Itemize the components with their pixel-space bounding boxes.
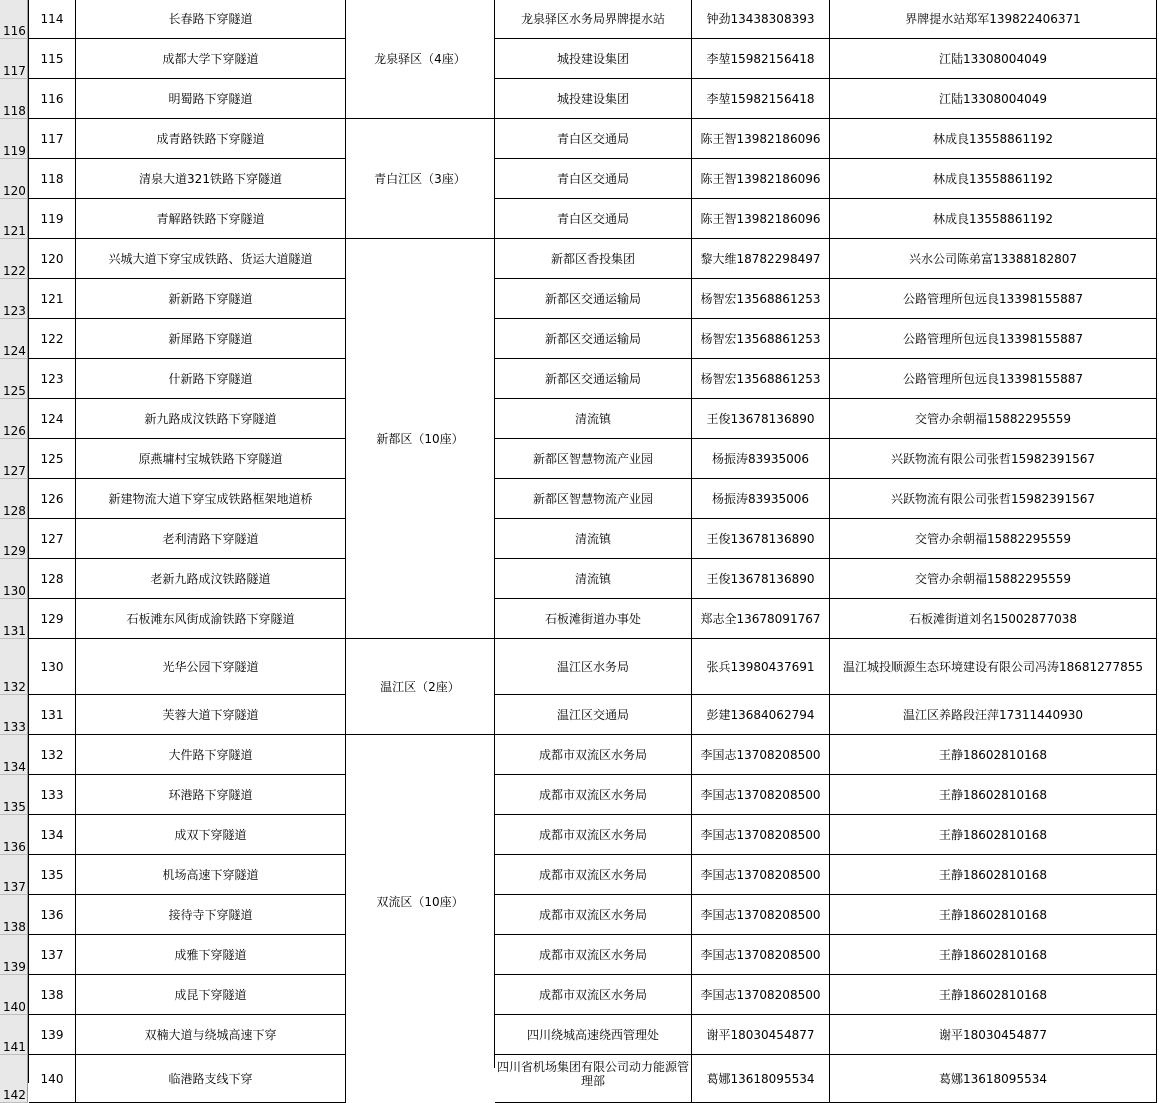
cell-contact[interactable]: 王俊13678136890 <box>692 399 830 439</box>
cell-no[interactable]: 126 <box>29 479 76 519</box>
cell-duty[interactable]: 兴水公司陈弟富13388182807 <box>830 239 1157 279</box>
cell-unit[interactable]: 新都区交通运输局 <box>495 279 692 319</box>
cell-unit[interactable]: 温江区交通局 <box>495 695 692 735</box>
cell-district[interactable]: 温江区（2座） <box>346 639 495 735</box>
row-number: 134 <box>3 760 26 774</box>
cell-no[interactable]: 120 <box>29 239 76 279</box>
row-header[interactable] <box>0 695 28 735</box>
cell-contact[interactable]: 杨振涛83935006 <box>692 479 830 519</box>
cell-name[interactable]: 新九路成汶铁路下穿隧道 <box>76 399 346 439</box>
cell-unit[interactable]: 清流镇 <box>495 559 692 599</box>
cell-unit[interactable]: 新都区智慧物流产业园 <box>495 439 692 479</box>
cell-no[interactable]: 140 <box>29 1055 76 1103</box>
cell-unit[interactable]: 石板滩街道办事处 <box>495 599 692 639</box>
row-header[interactable] <box>0 479 28 519</box>
cell-duty[interactable]: 兴跃物流有限公司张哲15982391567 <box>830 479 1157 519</box>
cell-unit[interactable]: 青白区交通局 <box>495 119 692 159</box>
cell-contact[interactable]: 李国志13708208500 <box>692 775 830 815</box>
cell-name[interactable]: 老新九路成汶铁路隧道 <box>76 559 346 599</box>
cell-contact[interactable]: 王俊13678136890 <box>692 559 830 599</box>
row-header[interactable] <box>0 1055 28 1103</box>
cell-district[interactable]: 龙泉驿区（4座） <box>346 0 495 119</box>
row-header[interactable] <box>0 319 28 359</box>
cell-unit[interactable]: 温江区水务局 <box>495 639 692 695</box>
cell-duty[interactable]: 交管办余朝福15882295559 <box>830 519 1157 559</box>
row-header[interactable] <box>0 559 28 599</box>
cell-contact[interactable]: 杨智宏13568861253 <box>692 359 830 399</box>
cell-name[interactable]: 大件路下穿隧道 <box>76 735 346 775</box>
cell-no[interactable]: 133 <box>29 775 76 815</box>
cell-duty[interactable]: 王静18602810168 <box>830 975 1157 1015</box>
row-header[interactable] <box>0 935 28 975</box>
cell-unit[interactable]: 新都区交通运输局 <box>495 319 692 359</box>
row-header[interactable] <box>0 439 28 479</box>
row-number: 122 <box>3 264 26 278</box>
cell-duty[interactable]: 林成良13558861192 <box>830 119 1157 159</box>
cell-unit[interactable]: 城投建设集团 <box>495 39 692 79</box>
row-header[interactable] <box>0 79 28 119</box>
cell-duty[interactable]: 江陆13308004049 <box>830 39 1157 79</box>
cell-name[interactable]: 临港路支线下穿 <box>76 1055 346 1103</box>
row-header[interactable] <box>0 39 28 79</box>
cell-no[interactable]: 119 <box>29 199 76 239</box>
cell-no[interactable]: 135 <box>29 855 76 895</box>
cell-no[interactable]: 132 <box>29 735 76 775</box>
cell-no[interactable]: 139 <box>29 1015 76 1055</box>
cell-unit[interactable]: 成都市双流区水务局 <box>495 895 692 935</box>
cell-contact[interactable]: 陈王智13982186096 <box>692 159 830 199</box>
cell-name[interactable]: 成都大学下穿隧道 <box>76 39 346 79</box>
cell-name[interactable]: 什新路下穿隧道 <box>76 359 346 399</box>
cell-duty[interactable]: 王静18602810168 <box>830 815 1157 855</box>
cell-unit[interactable]: 清流镇 <box>495 519 692 559</box>
cell-no[interactable]: 118 <box>29 159 76 199</box>
cell-name[interactable]: 接待寺下穿隧道 <box>76 895 346 935</box>
cell-duty[interactable]: 王静18602810168 <box>830 735 1157 775</box>
row-header[interactable] <box>0 775 28 815</box>
cell-unit[interactable]: 城投建设集团 <box>495 79 692 119</box>
row-header[interactable] <box>0 399 28 439</box>
row-number: 128 <box>3 504 26 518</box>
row-number: 133 <box>3 720 26 734</box>
cell-name[interactable]: 环港路下穿隧道 <box>76 775 346 815</box>
row-number: 125 <box>3 384 26 398</box>
cell-unit[interactable]: 新都区交通运输局 <box>495 359 692 399</box>
cell-unit[interactable]: 青白区交通局 <box>495 199 692 239</box>
row-number: 117 <box>3 64 26 78</box>
cell-unit[interactable]: 成都市双流区水务局 <box>495 775 692 815</box>
row-number: 118 <box>3 104 26 118</box>
cell-unit[interactable]: 新都区香投集团 <box>495 239 692 279</box>
cell-duty[interactable]: 王静18602810168 <box>830 895 1157 935</box>
row-number: 119 <box>3 144 26 158</box>
cell-name[interactable]: 新犀路下穿隧道 <box>76 319 346 359</box>
cell-name[interactable]: 成青路铁路下穿隧道 <box>76 119 346 159</box>
cell-name[interactable]: 清泉大道321铁路下穿隧道 <box>76 159 346 199</box>
cell-no[interactable]: 137 <box>29 935 76 975</box>
cell-name[interactable]: 原燕墉村宝城铁路下穿隧道 <box>76 439 346 479</box>
cell-name[interactable]: 双楠大道与绕城高速下穿 <box>76 1015 346 1055</box>
cell-duty[interactable]: 公路管理所包远良13398155887 <box>830 319 1157 359</box>
cell-contact[interactable]: 李堃15982156418 <box>692 79 830 119</box>
cell-no[interactable]: 116 <box>29 79 76 119</box>
row-header[interactable] <box>0 599 28 639</box>
cell-no[interactable]: 122 <box>29 319 76 359</box>
row-header[interactable] <box>0 735 28 775</box>
row-number: 126 <box>3 424 26 438</box>
cell-duty[interactable]: 兴跃物流有限公司张哲15982391567 <box>830 439 1157 479</box>
row-number: 132 <box>3 680 26 694</box>
cell-unit[interactable]: 成都市双流区水务局 <box>495 735 692 775</box>
cell-unit[interactable]: 新都区智慧物流产业园 <box>495 479 692 519</box>
cell-unit[interactable]: 清流镇 <box>495 399 692 439</box>
cell-no[interactable]: 121 <box>29 279 76 319</box>
cell-duty[interactable]: 公路管理所包远良13398155887 <box>830 359 1157 399</box>
row-header[interactable] <box>0 815 28 855</box>
cell-duty[interactable]: 王静18602810168 <box>830 935 1157 975</box>
row-number: 116 <box>3 24 26 38</box>
cell-no[interactable]: 136 <box>29 895 76 935</box>
cell-contact[interactable]: 谢平18030454877 <box>692 1015 830 1055</box>
cell-contact[interactable]: 郑志全13678091767 <box>692 599 830 639</box>
cell-unit[interactable]: 青白区交通局 <box>495 159 692 199</box>
cell-duty[interactable]: 林成良13558861192 <box>830 199 1157 239</box>
row-number: 138 <box>3 920 26 934</box>
row-number: 135 <box>3 800 26 814</box>
cell-contact[interactable]: 李国志13708208500 <box>692 815 830 855</box>
cell-duty[interactable]: 江陆13308004049 <box>830 79 1157 119</box>
row-number: 127 <box>3 464 26 478</box>
cell-name[interactable]: 成昆下穿隧道 <box>76 975 346 1015</box>
cell-no[interactable]: 125 <box>29 439 76 479</box>
cell-district[interactable]: 双流区（10座） <box>346 735 495 1068</box>
row-number: 140 <box>3 1000 26 1014</box>
cell-name[interactable]: 芙蓉大道下穿隧道 <box>76 695 346 735</box>
row-header[interactable] <box>0 519 28 559</box>
cell-unit[interactable]: 成都市双流区水务局 <box>495 855 692 895</box>
row-number: 130 <box>3 584 26 598</box>
cell-duty[interactable]: 谢平18030454877 <box>830 1015 1157 1055</box>
cell-no[interactable]: 134 <box>29 815 76 855</box>
cell-name[interactable]: 新新路下穿隧道 <box>76 279 346 319</box>
cell-contact[interactable]: 陈王智13982186096 <box>692 199 830 239</box>
row-number: 141 <box>3 1040 26 1054</box>
row-header[interactable] <box>0 119 28 159</box>
cell-no[interactable]: 127 <box>29 519 76 559</box>
cell-name[interactable]: 长春路下穿隧道 <box>76 0 346 39</box>
cell-name[interactable]: 新建物流大道下穿宝成铁路框架地道桥 <box>76 479 346 519</box>
cell-contact[interactable]: 杨智宏13568861253 <box>692 279 830 319</box>
cell-district[interactable]: 新都区（10座） <box>346 239 495 639</box>
cell-unit[interactable]: 成都市双流区水务局 <box>495 935 692 975</box>
cell-contact[interactable]: 杨振涛83935006 <box>692 439 830 479</box>
cell-no[interactable]: 117 <box>29 119 76 159</box>
cell-unit[interactable]: 四川省机场集团有限公司动力能源管理部 <box>495 1055 692 1103</box>
cell-name[interactable]: 老利清路下穿隧道 <box>76 519 346 559</box>
cell-duty[interactable]: 界牌提水站郑军139822406371 <box>830 0 1157 39</box>
cell-no[interactable]: 138 <box>29 975 76 1015</box>
cell-contact[interactable]: 李国志13708208500 <box>692 855 830 895</box>
cell-no[interactable]: 124 <box>29 399 76 439</box>
row-header[interactable] <box>0 975 28 1015</box>
row-number: 142 <box>3 1088 26 1102</box>
cell-contact[interactable]: 钟劲13438308393 <box>692 0 830 39</box>
cell-contact[interactable]: 李国志13708208500 <box>692 935 830 975</box>
cell-contact[interactable]: 黎大维18782298497 <box>692 239 830 279</box>
cell-duty[interactable]: 王静18602810168 <box>830 855 1157 895</box>
row-header[interactable] <box>0 239 28 279</box>
cell-contact[interactable]: 李国志13708208500 <box>692 895 830 935</box>
cell-no[interactable]: 129 <box>29 599 76 639</box>
cell-no[interactable]: 131 <box>29 695 76 735</box>
cell-name[interactable]: 明蜀路下穿隧道 <box>76 79 346 119</box>
cell-name[interactable]: 成雅下穿隧道 <box>76 935 346 975</box>
cell-contact[interactable]: 李国志13708208500 <box>692 735 830 775</box>
row-header[interactable] <box>0 0 28 39</box>
row-number: 123 <box>3 304 26 318</box>
cell-no[interactable]: 128 <box>29 559 76 599</box>
row-header[interactable] <box>0 279 28 319</box>
cell-name[interactable]: 机场高速下穿隧道 <box>76 855 346 895</box>
cell-contact[interactable]: 葛娜13618095534 <box>692 1055 830 1103</box>
cell-duty[interactable]: 温江城投顺源生态环境建设有限公司冯涛18681277855 <box>830 639 1157 695</box>
row-number: 131 <box>3 624 26 638</box>
row-number: 124 <box>3 344 26 358</box>
row-header[interactable] <box>0 199 28 239</box>
cell-duty[interactable]: 王静18602810168 <box>830 775 1157 815</box>
row-number: 139 <box>3 960 26 974</box>
cell-name[interactable]: 兴城大道下穿宝成铁路、货运大道隧道 <box>76 239 346 279</box>
cell-unit[interactable]: 四川绕城高速绕西管理处 <box>495 1015 692 1055</box>
cell-no[interactable]: 130 <box>29 639 76 695</box>
cell-name[interactable]: 成双下穿隧道 <box>76 815 346 855</box>
row-number: 129 <box>3 544 26 558</box>
cell-duty[interactable]: 林成良13558861192 <box>830 159 1157 199</box>
row-header[interactable] <box>0 639 28 695</box>
cell-contact[interactable]: 陈王智13982186096 <box>692 119 830 159</box>
row-number: 136 <box>3 840 26 854</box>
cell-no[interactable]: 114 <box>29 0 76 39</box>
row-number: 120 <box>3 184 26 198</box>
row-number: 121 <box>3 224 26 238</box>
row-header[interactable] <box>0 1015 28 1055</box>
cell-unit[interactable]: 成都市双流区水务局 <box>495 975 692 1015</box>
row-header[interactable] <box>0 895 28 935</box>
row-header[interactable] <box>0 855 28 895</box>
cell-contact[interactable]: 杨智宏13568861253 <box>692 319 830 359</box>
row-header[interactable] <box>0 159 28 199</box>
cell-duty[interactable]: 公路管理所包远良13398155887 <box>830 279 1157 319</box>
cell-contact[interactable]: 李堃15982156418 <box>692 39 830 79</box>
cell-no[interactable]: 115 <box>29 39 76 79</box>
cell-contact[interactable]: 彭建13684062794 <box>692 695 830 735</box>
cell-contact[interactable]: 王俊13678136890 <box>692 519 830 559</box>
cell-duty[interactable]: 温江区养路段汪萍17311440930 <box>830 695 1157 735</box>
row-header[interactable] <box>0 359 28 399</box>
cell-no[interactable]: 123 <box>29 359 76 399</box>
cell-name[interactable]: 光华公园下穿隧道 <box>76 639 346 695</box>
cell-unit[interactable]: 龙泉驿区水务局界牌提水站 <box>495 0 692 39</box>
cell-unit[interactable]: 成都市双流区水务局 <box>495 815 692 855</box>
cell-duty[interactable]: 交管办余朝福15882295559 <box>830 399 1157 439</box>
cell-duty[interactable]: 交管办余朝福15882295559 <box>830 559 1157 599</box>
row-number: 137 <box>3 880 26 894</box>
cell-contact[interactable]: 张兵13980437691 <box>692 639 830 695</box>
cell-duty[interactable]: 葛娜13618095534 <box>830 1055 1157 1103</box>
cell-district[interactable]: 青白江区（3座） <box>346 119 495 239</box>
cell-name[interactable]: 青解路铁路下穿隧道 <box>76 199 346 239</box>
cell-name[interactable]: 石板滩东风街成渝铁路下穿隧道 <box>76 599 346 639</box>
cell-contact[interactable]: 李国志13708208500 <box>692 975 830 1015</box>
cell-duty[interactable]: 石板滩街道刘名15002877038 <box>830 599 1157 639</box>
